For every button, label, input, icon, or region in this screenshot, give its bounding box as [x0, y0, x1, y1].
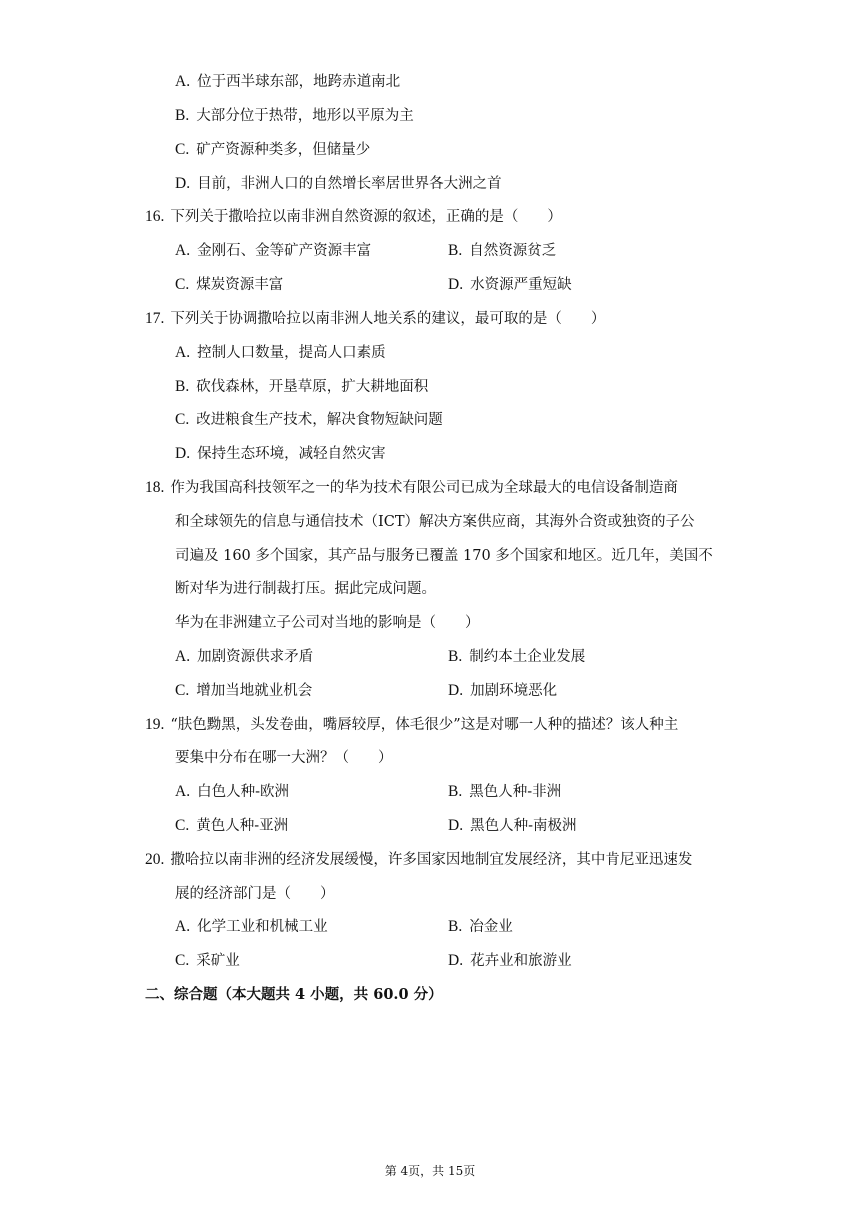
q17-option-b: B. 砍伐森林，开垦草原，扩大耕地面积 — [175, 378, 429, 395]
q18-sub-question: 华为在非洲建立子公司对当地的影响是（ ） — [175, 615, 480, 631]
q16-stem: 16. 下列关于撒哈拉以南非洲自然资源的叙述，正确的是（ ） — [145, 208, 562, 225]
q18-stem-line-2: 和全球领先的信息与通信技术（ICT）解决方案供应商，其海外合资或独资的子公 — [175, 514, 695, 530]
q18-option-b: B. 制约本土企业发展 — [448, 648, 586, 665]
q17-option-c: C. 改进粮食生产技术，解决食物短缺问题 — [175, 411, 443, 428]
q20-stem-line-2: 展的经济部门是（ ） — [175, 886, 335, 902]
q16-option-c: C. 煤炭资源丰富 — [175, 276, 284, 293]
q16-option-d: D. 水资源严重短缺 — [448, 276, 572, 293]
q18-option-a: A. 加剧资源供求矛盾 — [175, 648, 314, 665]
q20-option-a: A. 化学工业和机械工业 — [175, 918, 328, 935]
q17-stem: 17. 下列关于协调撒哈拉以南非洲人地关系的建议，最可取的是（ ） — [145, 310, 606, 327]
q20-stem-line-1: 20. 撒哈拉以南非洲的经济发展缓慢，许多国家因地制宜发展经济，其中肯尼亚迅速发 — [145, 851, 693, 868]
q15-option-a: A. 位于西半球东部，地跨赤道南北 — [175, 73, 401, 90]
page-footer: 第 4页，共 15页 — [384, 1164, 476, 1178]
q19-option-c: C. 黄色人种-亚洲 — [175, 817, 289, 834]
q20-option-c: C. 采矿业 — [175, 952, 240, 969]
q15-option-d: D. 目前，非洲人口的自然增长率居世界各大洲之首 — [175, 175, 502, 192]
q19-option-b: B. 黑色人种-非洲 — [448, 783, 562, 800]
q17-option-d: D. 保持生态环境，减轻自然灾害 — [175, 445, 386, 462]
q17-option-a: A. 控制人口数量，提高人口素质 — [175, 344, 386, 361]
q15-option-b: B. 大部分位于热带，地形以平原为主 — [175, 107, 414, 124]
q19-option-a: A. 白色人种-欧洲 — [175, 783, 289, 800]
q19-stem-line-1: 19. “肤色黝黑，头发卷曲，嘴唇较厚，体毛很少”这是对哪一人种的描述？该人种主 — [145, 716, 679, 733]
q19-stem-line-2: 要集中分布在哪一大洲？（ ） — [175, 750, 393, 766]
q18-option-c: C. 增加当地就业机会 — [175, 682, 313, 699]
q20-option-b: B. 冶金业 — [448, 918, 513, 935]
q18-stem-line-4: 断对华为进行制裁打压。据此完成问题。 — [175, 581, 436, 597]
q15-option-c: C. 矿产资源种类多，但储量少 — [175, 141, 371, 158]
q19-option-d: D. 黑色人种-南极洲 — [448, 817, 577, 834]
section-heading-comprehensive: 二、综合题（本大题共 4 小题，共 60.0 分） — [145, 986, 443, 1003]
q18-stem-line-3: 司遍及 160 多个国家，其产品与服务已覆盖 170 多个国家和地区。近几年，美国不 — [175, 548, 713, 564]
q16-option-a: A. 金刚石、金等矿产资源丰富 — [175, 242, 372, 259]
q16-option-b: B. 自然资源贫乏 — [448, 242, 557, 259]
q18-option-d: D. 加剧环境恶化 — [448, 682, 558, 699]
q18-stem-line-1: 18. 作为我国高科技领军之一的华为技术有限公司已成为全球最大的电信设备制造商 — [145, 479, 678, 496]
q20-option-d: D. 花卉业和旅游业 — [448, 952, 572, 969]
